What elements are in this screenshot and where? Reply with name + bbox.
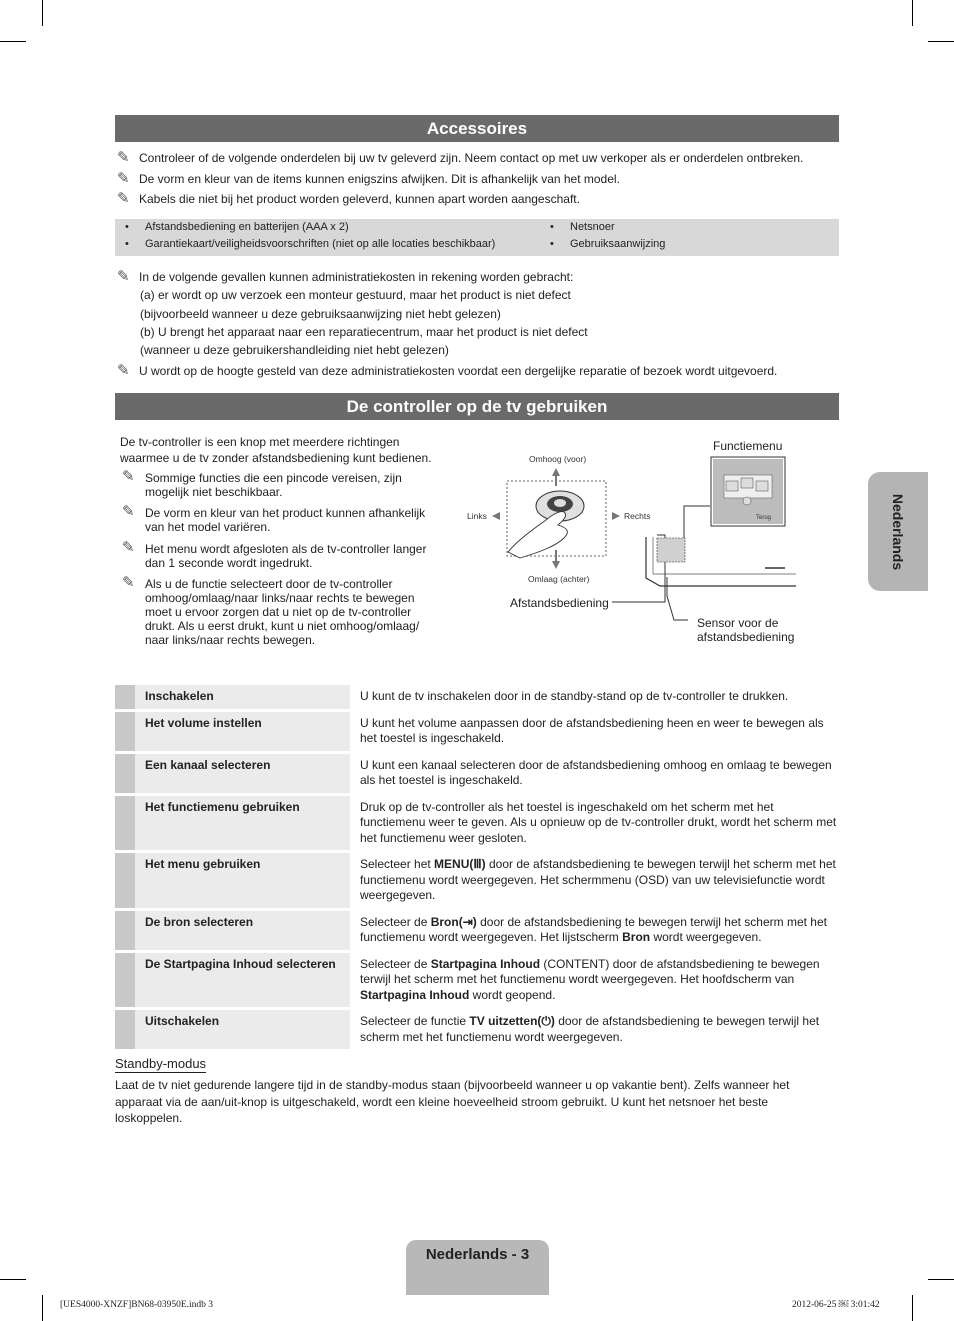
list-item: • Garantiekaart/veiligheidsvoorschriften (niet op alle locaties beschikbaar): [125, 238, 496, 250]
diagram-label-remote: Afstandsbediening: [510, 596, 609, 610]
pencil-note-icon: ✎: [122, 503, 135, 520]
arrow-right-icon: [612, 512, 620, 520]
intro-text: De tv-controller is een knop met meerdere richtingen: [120, 435, 400, 449]
diagram-label-up: Omhoog (voor): [529, 454, 587, 464]
note: ✎ Kabels die niet bij het product worden geleverd, kunnen apart worden aangeschaft.: [117, 190, 580, 207]
table-row: Uitschakelen Selecteer de functie TV uitzetten(⏻) door de afstandsbediening te bewegen terwijl het scherm met het functiemenu wordt weergegeven.: [115, 1010, 839, 1049]
crop-mark: [0, 41, 26, 42]
note: ✎ De vorm en kleur van de items kunnen enigszins afwijken. Dit is afhankelijk van het model.: [117, 170, 620, 187]
table-row: Het functiemenu gebruiken Druk op de tv-controller als het toestel is ingeschakeld om het scherm met het functiemenu weer te geven. Als u opnieuw op de tv-controller drukt, wordt het scherm met het functiemenu weer gesloten.: [115, 796, 839, 851]
pencil-note-icon: ✎: [117, 170, 130, 187]
note: ✎ Het menu wordt afgesloten als de tv-controller langer dan 1 seconde wordt ingedrukt.: [122, 539, 427, 570]
table-row: Inschakelen U kunt de tv inschakelen door in de standby-stand op de tv-controller te drukken.: [115, 685, 839, 709]
section-title-accessoires: Accessoires: [115, 115, 839, 142]
pencil-note-icon: ✎: [117, 268, 130, 285]
pencil-note-icon: ✎: [122, 574, 135, 591]
crop-mark: [928, 1279, 954, 1280]
page-number-tab: Nederlands - 3: [406, 1240, 549, 1295]
table-row: De bron selecteren Selecteer de Bron(⇥) door de afstandsbediening te bewegen terwijl het scherm met het functiemenu wordt weergegeven. Het lijstscherm Bron wordt weergegeven.: [115, 911, 839, 950]
intro-text: waarmee u de tv zonder afstandsbediening kunt bedienen.: [120, 451, 432, 465]
operations-table: [115, 682, 839, 1052]
diagram-label-right: Rechts: [624, 511, 651, 521]
note: ✎ De vorm en kleur van het product kunnen afhankelijk van het model variëren.: [122, 503, 426, 534]
standby-title: Standby-modus: [115, 1056, 207, 1071]
note: ✎ Controleer of de volgende onderdelen bij uw tv geleverd zijn. Neem contact op met uw verkoper als er onderdelen ontbreken.: [117, 149, 804, 166]
diagram-label-sensor: Sensor voor de afstandsbediening: [697, 616, 795, 644]
hand-icon: [508, 512, 567, 558]
diagram-label-left: Links: [467, 511, 487, 521]
table-row: Het menu gebruiken Selecteer het MENU(Ⅲ) door de afstandsbediening te bewegen terwijl het scherm met het functiemenu wordt weergegeven. Het schermmenu (OSD) van uw televisiefunctie wordt weergegeven.: [115, 853, 839, 908]
note: ✎ Als u de functie selecteert door de tv-controller omhoog/omlaag/naar links/naar rechts te bewegen moet u ervoor zorgen dat u niet op de tv-controller drukt. Als u eerst drukt, kunt u niet omhoog/omlaag/ naar links/naar rechts bewegen.: [122, 574, 420, 647]
diagram-label-back: Terug: [756, 515, 772, 521]
power-icon: [743, 497, 751, 505]
cost-line: (b) U brengt het apparaat naar een reparatiecentrum, maar het product is niet defect: [140, 325, 588, 339]
pencil-note-icon: ✎: [122, 468, 135, 485]
arrow-left-icon: [492, 512, 500, 520]
sensor-area: [657, 538, 685, 562]
list-item: • Afstandsbediening en batterijen (AAA x 2): [125, 221, 349, 233]
list-item: • Gebruiksaanwijzing: [550, 238, 666, 250]
arrow-up-icon: [552, 468, 560, 476]
diagram-label-menu: Functiemenu: [713, 439, 783, 453]
language-side-tab: Nederlands: [868, 472, 928, 591]
table-row: De Startpagina Inhoud selecteren Selecteer de Startpagina Inhoud (CONTENT) door de afstandsbediening te bewegen terwijl het scherm met het functiemenu wordt weergegeven. Het hoofdscherm van Startpagina Inhoud wordt geopend.: [115, 953, 839, 1008]
pencil-note-icon: ✎: [117, 362, 130, 379]
accessories-list: [115, 219, 839, 256]
arrow-down-icon: [552, 561, 560, 569]
crop-mark: [912, 0, 913, 26]
crop-mark: [42, 0, 43, 26]
footer-timestamp: 2012-06-25 ￼ 3:01:42: [792, 1300, 880, 1310]
list-item: • Netsnoer: [550, 221, 615, 233]
note: ✎ Sommige functies die een pincode vereisen, zijn mogelijk niet beschikbaar.: [122, 468, 402, 499]
pencil-note-icon: ✎: [117, 149, 130, 166]
note: ✎ In de volgende gevallen kunnen administratiekosten in rekening worden gebracht:: [117, 268, 574, 285]
cost-line: (wanneer u deze gebruikershandleiding niet hebt gelezen): [140, 343, 449, 357]
crop-mark: [912, 1295, 913, 1321]
cost-line: (bijvoorbeeld wanneer u deze gebruiksaanwijzing niet hebt gelezen): [140, 307, 501, 321]
section-title-controller: De controller op de tv gebruiken: [115, 393, 839, 420]
standby-text: Laat de tv niet gedurende langere tijd in de standby-modus staan (bijvoorbeeld wanneer u op vakantie bent). Zelfs wanneer het apparaat via de aan/uit-knop is uitgeschakeld, wordt een kleine hoeveelheid stroom gebruikt. U kunt het netsnoer het beste loskoppelen.: [115, 1078, 790, 1125]
footer-file: [UES4000-XNZF]BN68-03950E.indb 3: [60, 1300, 214, 1310]
crop-mark: [928, 41, 954, 42]
table-row: Een kanaal selecteren U kunt een kanaal selecteren door de afstandsbediening omhoog en omlaag te bewegen als het toestel is ingeschakeld.: [115, 754, 839, 793]
note: ✎ U wordt op de hoogte gesteld van deze administratiekosten voordat een dergelijke reparatie of bezoek wordt uitgevoerd.: [117, 362, 778, 379]
diagram-label-down: Omlaag (achter): [528, 574, 590, 584]
table-row: Het volume instellen U kunt het volume aanpassen door de afstandsbediening heen en weer te bewegen als het toestel is ingeschakeld.: [115, 712, 839, 751]
pencil-note-icon: ✎: [122, 539, 135, 556]
crop-mark: [0, 1279, 26, 1280]
crop-mark: [42, 1295, 43, 1321]
cost-line: (a) er wordt op uw verzoek een monteur gestuurd, maar het product is niet defect: [140, 288, 571, 302]
pencil-note-icon: ✎: [117, 190, 130, 207]
